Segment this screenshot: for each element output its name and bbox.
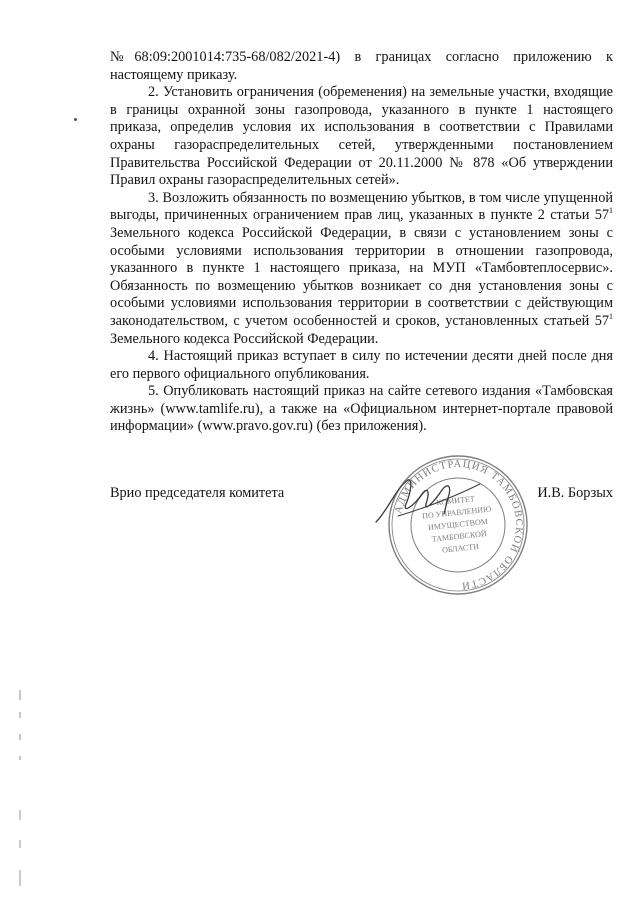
paragraph-3-superscript-1: 1 [609,206,613,216]
paragraph-continuation: №68:09:2001014:735-68/082/2021-4) в границах согласно приложению к настоящему приказу. [110,49,613,83]
stamp-outer-text: АДМИНИСТРАЦИЯ ТАМБОВСКОЙ ОБЛАСТИ [393,458,525,592]
paragraph-3-part-2: Земельного кодекса Российской Федерации, в связи с установлением зоны с особыми условиями использования территории в отношении газопровода, указанного в пункте 1 настоящего приказа, на МУП «Тамбовтеплосервис». Обязанность по возмещению убытков возникает со дня установления зоны с особыми условиями использования территории в соответствии с действующим законодательством, с учетом особенностей и сроков, установленных статьей 57 [110,224,613,329]
document-body [110,49,613,436]
stamp-line-1: КОМИТЕТ [435,494,476,508]
signatory-name: И.В. Борзых [537,485,613,501]
paragraph-3 [110,190,613,348]
paragraph-3-part-3: Земельного кодекса Российской Федерации. [110,330,379,347]
stray-dot [74,118,77,121]
paragraph-3-part-1: 3. Возложить обязанность по возмещению убытков, в том числе упущенной выгоды, причиненных ограничением прав лиц, указанных в пункте 2 статьи 57 [110,189,613,224]
signatory-position: Врио председателя комитета [110,485,285,501]
paragraph-2: 2. Установить ограничения (обременения) на земельные участки, входящие в границы охранной зоны газопровода, указанного в пункте 1 настоящего приказа, определив условия их использования в соответствии с Правилами охраны газораспределительных сетей, утвержденными постановлением Правительства Российской Федерации от 20.11.2000 № 878 «Об утверждении Правил охраны газораспределительных сетей». [110,84,613,189]
paragraph-5: 5. Опубликовать настоящий приказ на сайте сетевого издания «Тамбовская жизнь» (www.tamlife.ru), а также на «Официальном интернет-портале правовой информации» (www.pravo.gov.ru) (без приложения). [110,383,613,435]
stamp-line-3: ИМУЩЕСТВОМ [427,516,489,533]
handwritten-signature-icon [368,470,518,540]
stamp-line-5: ОБЛАСТИ [441,541,480,555]
margin-scan-marks-icon [14,690,26,890]
stamp-line-4: ТАМБОВСКОЙ [431,529,488,544]
paragraph-4: 4. Настоящий приказ вступает в силу по истечении десяти дней после дня его первого официального опубликования. [110,348,613,382]
paragraph-3-superscript-2: 1 [609,312,613,322]
stamp-line-2: ПО УПРАВЛЕНИЮ [421,504,492,521]
